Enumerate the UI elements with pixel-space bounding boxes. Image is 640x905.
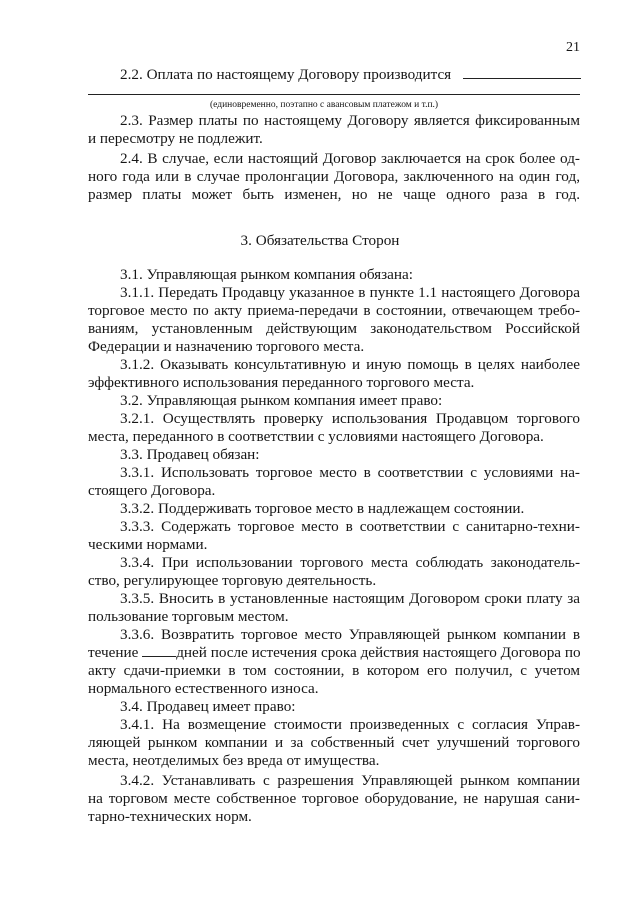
section-3-line-9: 3.2.1. Осуществлять проверку использования Продавцом торгового — [120, 410, 580, 427]
term-text: дней после истечения срока действия настоящего Договора по — [176, 644, 581, 661]
section-3-line-23: акту сдачи-приемки в том состоянии, в котором его получил, с учетом — [88, 662, 580, 679]
section-3-line-17: 3.3.4. При использовании торгового места соблюдать законодатель- — [120, 554, 580, 571]
section-3-line-19: 3.3.5. Вносить в установленные настоящим Договором сроки плату за — [120, 590, 580, 607]
page-number: 21 — [566, 40, 580, 55]
section-3-line-27: ляющей рынком компании и за собственный счет улучшений торгового — [88, 734, 580, 751]
section-3-line-15: 3.3.3. Содержать торговое место в соответствии с санитарно-техни- — [120, 518, 580, 535]
payment-method-blank-line — [88, 94, 580, 95]
section-3-line-29: 3.4.2. Устанавливать с разрешения Управляющей рынком компании — [120, 772, 580, 789]
section-3-heading: 3. Обязательства Сторон — [240, 232, 400, 249]
section-3-line-4: ваниям, установленным действующим законодательством Российской — [88, 320, 580, 337]
section-3-line-26: 3.4.1. На возмещение стоимости произведенных с согласия Управ- — [120, 716, 580, 733]
section-3-line-30: на торговом месте собственное торговое оборудование, не нарушая сани- — [88, 790, 580, 807]
section-3-line-22 — [88, 644, 580, 662]
paragraph-2-3-line-1: 2.3. Размер платы по настоящему Договору является фиксированным — [120, 112, 580, 129]
section-3-line-28: места, неотделимых без вреда от имущества. — [88, 752, 380, 769]
paragraph-2-2 — [120, 66, 581, 84]
section-3-line-3: торговое место по акту приема-передачи в состоянии, отвечающем требо- — [88, 302, 580, 319]
days-blank — [142, 656, 176, 657]
term-prefix: течение — [88, 644, 143, 661]
paragraph-2-4-line-3: размер платы может быть изменен, но не чаще одного раза в год. — [88, 186, 580, 203]
section-3-line-31: тарно-технических норм. — [88, 808, 252, 825]
paragraph-2-3-line-2: и пересмотру не подлежит. — [88, 130, 263, 147]
section-3-line-20: пользование торговым местом. — [88, 608, 289, 625]
section-3-line-18: ство, регулирующее торговую деятельность. — [88, 572, 377, 589]
paragraph-2-4-line-2: ного года или в случае пролонгации Договора, заключенного на один год, — [88, 168, 580, 185]
section-3-line-21: 3.3.6. Возвратить торговое место Управляющей рынком компании в — [120, 626, 580, 643]
paragraph-2-4-line-1: 2.4. В случае, если настоящий Договор заключается на срок более од- — [120, 150, 580, 167]
payment-method-blank — [463, 78, 581, 79]
section-3-line-5: Федерации и назначению торгового места. — [88, 338, 365, 355]
section-3-line-16: ческими нормами. — [88, 536, 208, 553]
section-3-line-11: 3.3. Продавец обязан: — [120, 446, 260, 463]
section-3-line-2: 3.1.1. Передать Продавцу указанное в пункте 1.1 настоящего Договора — [120, 284, 580, 301]
section-3-line-1: 3.1. Управляющая рынком компания обязана: — [120, 266, 413, 283]
section-3-line-6: 3.1.2. Оказывать консультативную и иную помощь в целях наиболее — [120, 356, 580, 373]
payment-method-note: (единовременно, поэтапно с авансовым платежом и т.п.) — [210, 100, 439, 110]
section-3-line-8: 3.2. Управляющая рынком компания имеет право: — [120, 392, 443, 409]
section-3-line-12: 3.3.1. Использовать торговое место в соответствии с условиями на- — [120, 464, 580, 481]
section-3-line-7: эффективного использования переданного торгового места. — [88, 374, 475, 391]
section-3-line-24: нормального естественного износа. — [88, 680, 319, 697]
section-3-line-10: места, переданного в соответствии с условиями настоящего Договора. — [88, 428, 544, 445]
section-3-line-25: 3.4. Продавец имеет право: — [120, 698, 296, 715]
section-3-line-13: стоящего Договора. — [88, 482, 216, 499]
section-3-line-14: 3.3.2. Поддерживать торговое место в надлежащем состоянии. — [120, 500, 525, 517]
paragraph-2-2-text: 2.2. Оплата по настоящему Договору производится — [120, 66, 452, 83]
